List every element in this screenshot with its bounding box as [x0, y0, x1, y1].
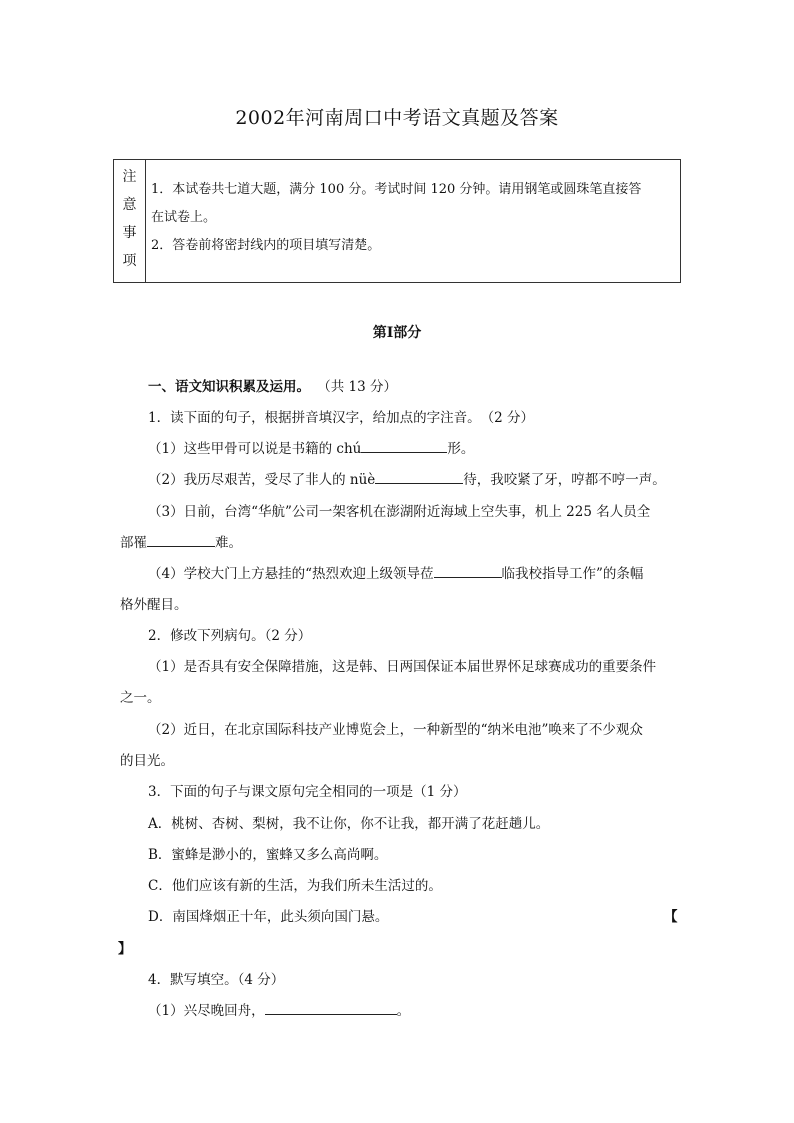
text: （1）兴尽晚回舟， [148, 1003, 265, 1019]
question-4-1 [148, 999, 410, 1019]
question-4: 4．默写填空。（4 分） [148, 972, 285, 988]
question-1-2 [148, 468, 666, 488]
heading-score: （共 13 分） [324, 379, 398, 395]
notice-char: 意 [122, 197, 137, 213]
question-1-4-cont: 格外醒目。 [120, 597, 188, 613]
question-2-2: （2）近日，在北京国际科技产业博览会上，一种新型的“纳米电池”唤来了不少观众 [148, 722, 643, 738]
text: 。 [396, 1003, 411, 1019]
text: 难。 [215, 535, 242, 551]
question-1-3-cont [120, 531, 242, 551]
question-2-2-cont: 的目光。 [120, 753, 174, 769]
question-1-3: （3）日前，台湾“华航”公司一架客机在澎湖附近海域上空失事，机上 225 名人员全 [148, 504, 651, 520]
notice-char: 项 [122, 253, 137, 269]
question-1: 1．读下面的句子，根据拼音填汉字，给加点的字注音。 （2 分） [148, 410, 534, 426]
option-d: D．南国烽烟正十年，此头须向国门悬。 [148, 909, 389, 925]
text: 形。 [447, 441, 475, 457]
question-3: 3．下面的句子与课文原句完全相同的一项是（1 分） [148, 784, 467, 800]
notice-box [113, 159, 681, 283]
question-2-1: （1）是否具有安全保障措施，这是韩、日两国保证本届世界怀足球赛成功的重要条件 [148, 659, 657, 675]
answer-blank[interactable] [265, 1000, 397, 1015]
text: （4）学校大门上方悬挂的“热烈欢迎上级领导莅 [148, 566, 434, 582]
question-1-1 [148, 437, 474, 457]
answer-blank[interactable] [375, 469, 463, 484]
answer-blank[interactable] [361, 438, 447, 453]
answer-blank[interactable] [434, 563, 502, 578]
option-b: B．蜜蜂是渺小的，蜜蜂又多么高尚啊。 [148, 847, 388, 863]
notice-line: 1．本试卷共七道大题，满分 100 分。考试时间 120 分钟。请用钢笔或圆珠笔直接答 [151, 182, 642, 197]
answer-blank[interactable] [147, 532, 215, 547]
part1-heading [148, 375, 397, 395]
notice-label [114, 160, 146, 282]
answer-bracket-close: 】 [118, 941, 132, 957]
text: （1）这些甲骨可以说是书籍的 chú [148, 441, 362, 457]
option-c: C．他们应该有新的生活，为我们所未生活过的。 [148, 878, 442, 894]
page-title: 2002年河南周口中考语文真题及答案 [235, 107, 559, 129]
text: 待，我咬紧了牙，哼都不哼一声。 [463, 472, 666, 488]
section-title: 第Ⅰ部分 [372, 325, 422, 341]
notice-char: 注 [122, 169, 137, 185]
heading-text: 一、语文知识积累及运用。 [148, 379, 310, 395]
notice-char: 事 [122, 225, 137, 241]
notice-content [151, 176, 672, 260]
text: （2）我历尽艰苦，受尽了非人的 nüè [148, 472, 376, 488]
question-2-1-cont: 之一。 [120, 690, 161, 706]
option-a: A．桃树、杏树、梨树，我不让你，你不让我，都开满了花赶趟儿。 [148, 816, 550, 832]
text: 临我校指导工作”的条幅 [501, 566, 644, 582]
text: 部罹 [120, 535, 147, 551]
question-1-4 [148, 562, 643, 582]
answer-bracket-open: 【 [664, 909, 678, 925]
question-2: 2．修改下列病句。（2 分） [148, 628, 312, 644]
notice-line: 2．答卷前将密封线内的项目填写清楚。 [151, 238, 381, 253]
notice-line: 在试卷上。 [151, 210, 217, 225]
